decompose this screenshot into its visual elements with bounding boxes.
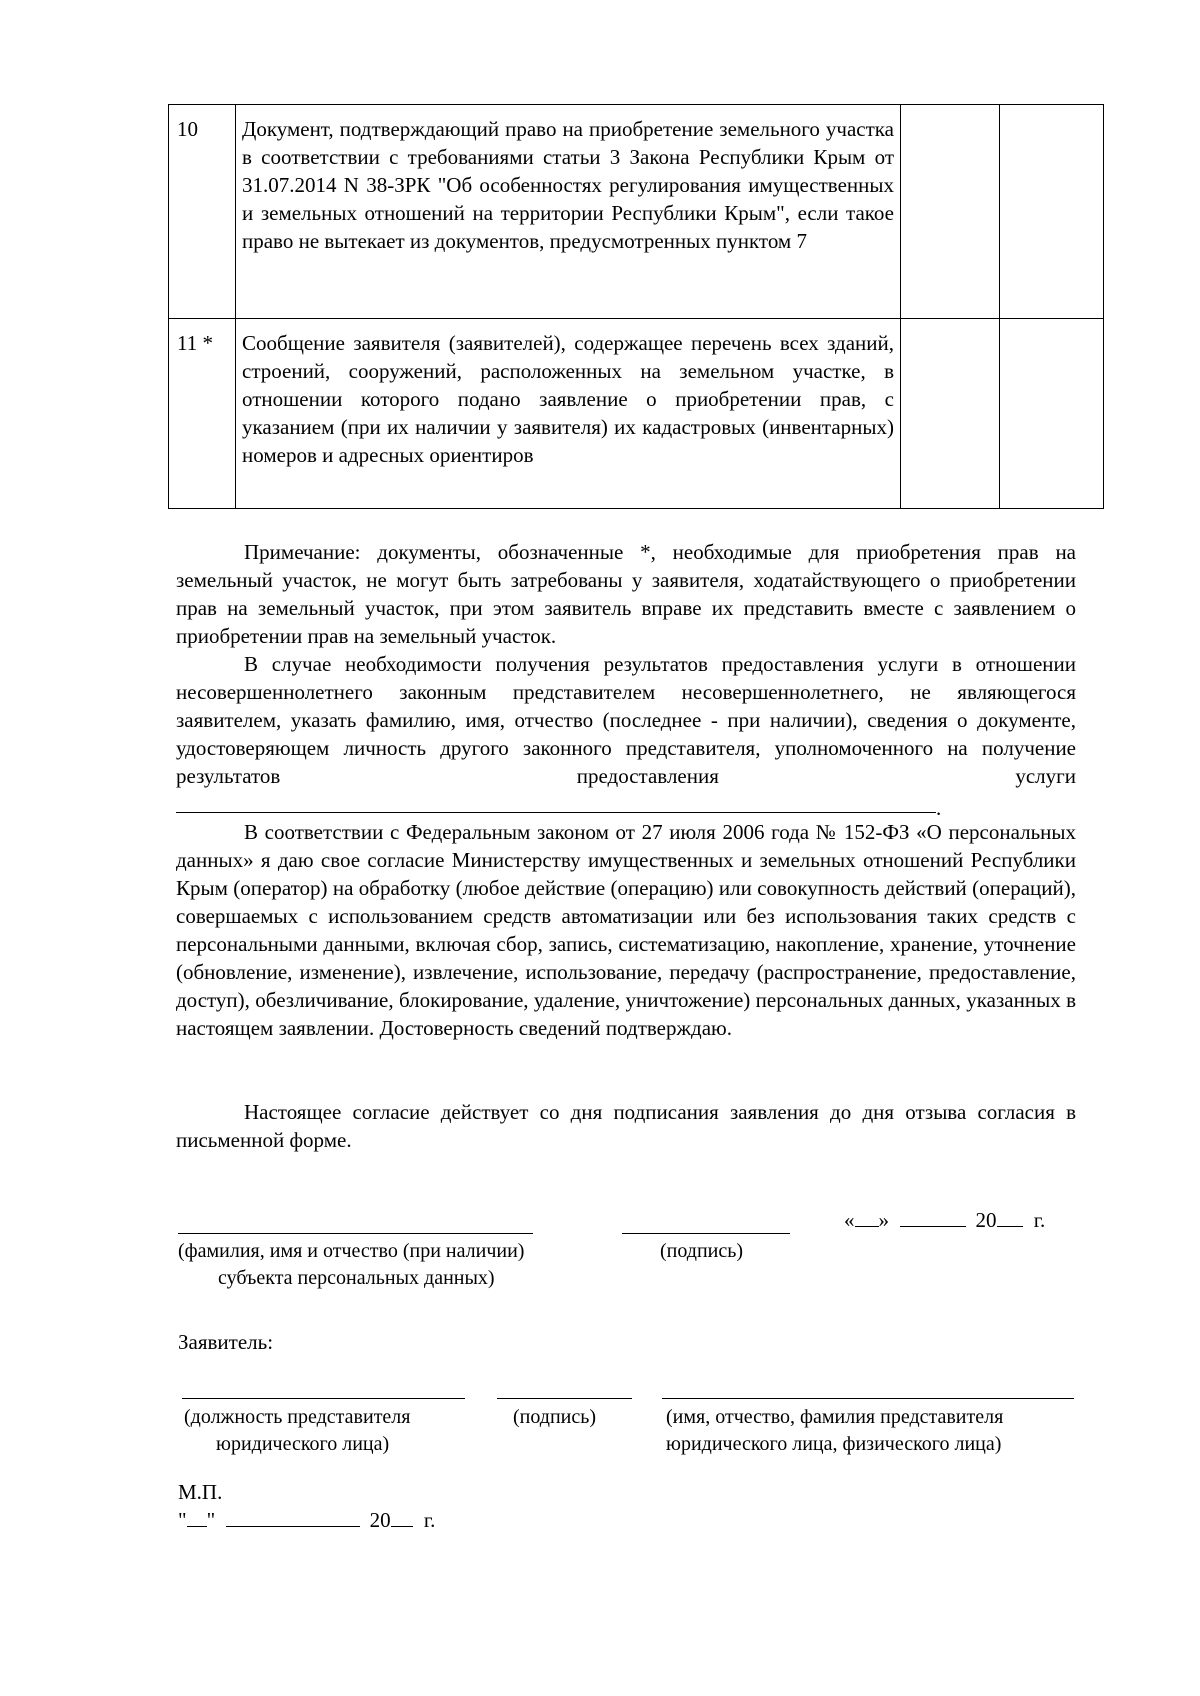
signature-line [622,1233,790,1234]
name-caption-2: юридического лица, физического лица) [666,1433,1002,1455]
applicant-label: Заявитель: [178,1330,274,1354]
position-line [182,1398,465,1399]
applicant-signature-caption: (подпись) [513,1406,597,1428]
quote-open: " [178,1508,187,1532]
date-field [844,1206,1045,1234]
quote-close: " [206,1508,216,1532]
position-caption-1: (должность представителя [184,1406,411,1428]
table-row [169,105,1104,319]
empty-cell [901,319,1000,509]
fio-caption-1: (фамилия, имя и отчество (при наличии) [178,1240,525,1262]
stamp-label: М.П. [178,1480,223,1504]
consent-paragraph: В соответствии с Федеральным законом от 27 июля 2006 года № 152-ФЗ «О персональных данных» я даю свое согласие Министерству имущественных и земельных отношений Республики Крым (оператор) на обработку (любое действие (операцию) или совокупность действий (операций), совершаемых с использованием средств автоматизации или без использования таких средств с персональными данными, включая сбор, запись, систематизацию, накопление, хранение, уточнение (обновление, изменение), извлечение, использование, передачу (распространение, предоставление, доступ), обезличивание, блокирование, удаление, уничтожение) персональных данных, указанных в настоящем заявлении. Достоверность сведений подтверждаю. [176,820,1076,1040]
fio-line [178,1233,533,1234]
date-open-quote: « [844,1208,855,1232]
signature-caption: (подпись) [660,1240,744,1262]
table-row [169,319,1104,509]
month-blank [900,1208,966,1227]
position-caption-2: юридического лица) [216,1433,390,1455]
empty-cell [1000,105,1104,319]
name-caption-1: (имя, отчество, фамилия представителя [666,1406,1004,1428]
empty-cell [901,105,1000,319]
row-description: Сообщение заявителя (заявителей), содержащее перечень всех зданий, строений, сооружений, расположенных на земельном участке, в отношении которого подано заявление о приобретении прав, с указанием (при их наличии у заявителя) их кадастровых (инвентарных) номеров и адресных ориентиров [236,319,901,509]
guardian-period: . [936,796,942,820]
row-number: 10 [169,105,236,319]
guardian-paragraph: В случае необходимости получения результатов предоставления услуги в отношении несовершеннолетнего законным представителем несовершеннолетнего, не являющегося заявителем, указать фамилию, имя, отчество (последнее - при наличии), сведения о документе, удостоверяющем личность другого законного представителя, уполномоченного на получение результатов предоставления услуги [176,652,1076,788]
note-paragraph: Примечание: документы, обозначенные *, необходимые для приобретения прав на земельный участок, не могут быть затребованы у заявителя, ходатайствующего о приобретении прав на земельный участок, при этом заявитель вправе их представить вместе с заявлением о приобретении прав на земельный участок. [176,540,1076,648]
empty-cell [1000,319,1104,509]
documents-table [168,104,1104,509]
row-description: Документ, подтверждающий право на приобретение земельного участка в соответствии с требованиями статьи 3 Закона Республики Крым от 31.07.2014 N 38-ЗРК "Об особенностях регулирования имущественных и земельных отношений на территории Республики Крым", если такое право не вытекает из документов, предусмотренных пунктом 7 [236,105,901,319]
year-prefix: 20 [975,1208,997,1232]
guardian-blank-line [176,812,936,813]
fio-caption-2: субъекта персональных данных) [218,1267,495,1289]
name-line [662,1398,1074,1399]
applicant-signature-line [497,1398,632,1399]
year-prefix: 20 [369,1508,391,1532]
year-blank [997,1208,1023,1227]
row-number: 11 * [169,319,236,509]
validity-paragraph: Настоящее согласие действует со дня подписания заявления до дня отзыва согласия в письменной форме. [176,1100,1076,1152]
year-blank [391,1508,413,1527]
date-close-quote: » [878,1208,889,1232]
year-suffix: г. [423,1508,436,1532]
day-blank [187,1508,207,1527]
year-suffix: г. [1033,1208,1046,1232]
day-blank [855,1208,879,1227]
applicant-date [178,1506,435,1534]
month-blank [226,1508,360,1527]
